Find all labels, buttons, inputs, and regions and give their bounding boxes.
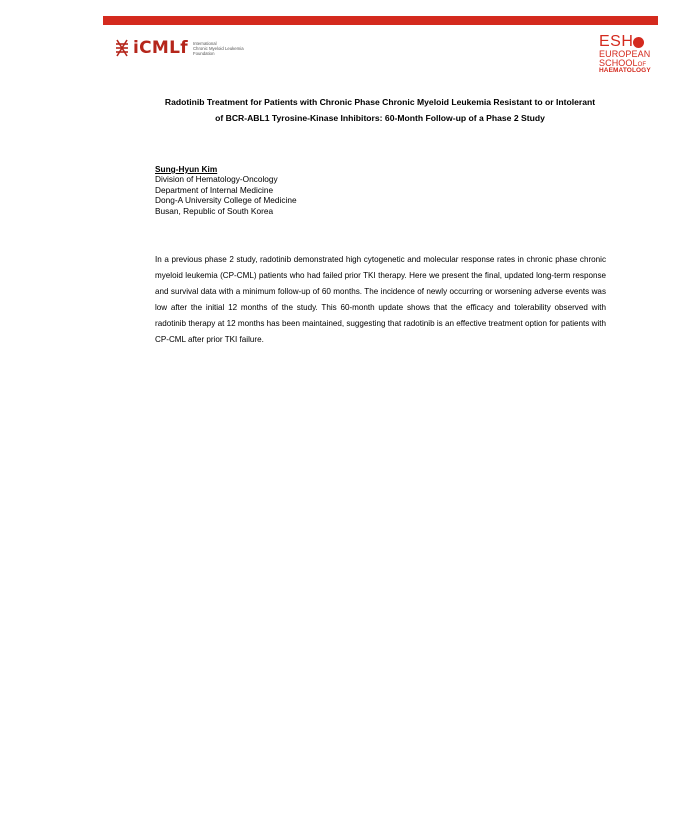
esh-european: EUROPEAN xyxy=(599,49,651,59)
header-accent-bar xyxy=(103,16,658,25)
esh-wordmark: ESH xyxy=(599,33,634,50)
icml-wordmark: iCMLf xyxy=(133,38,188,58)
icml-ribbon-icon xyxy=(114,38,130,58)
affiliation-line: Busan, Republic of South Korea xyxy=(155,205,274,216)
icml-subtitle: International Chronic Myeloid Leukemia Foundation xyxy=(192,40,244,56)
affiliation-line: Dong-A University College of Medicine xyxy=(155,195,297,206)
icml-logo xyxy=(114,37,244,59)
esh-logo xyxy=(599,34,659,76)
affiliation-line: Division of Hematology-Oncology xyxy=(155,174,278,185)
abstract-paragraph: In a previous phase 2 study, radotinib demonstrated high cytogenetic and molecular response rates in chronic phase chronic myeloid leukemia (CP-CML) patients who had failed prior TKI therapy. Here we present the final, updated long-term response and survival data with a minimum follow-up of 60 months. The incidence of newly occurring or worsening adverse events was low after the initial 12 months of the study. This 60-month update shows that the efficacy and tolerability observed with radotinib therapy at 12 months has been maintained, suggesting that radotinib is an effective treatment option for patients with CP-CML after prior TKI failure. xyxy=(155,255,606,344)
affiliation-line: Department of Internal Medicine xyxy=(155,184,274,195)
esh-haematology: HAEMATOLOGY xyxy=(599,67,651,74)
title-line-2: of BCR-ABL1 Tyrosine-Kinase Inhibitors: 60-Month Follow-up of a Phase 2 Study xyxy=(215,113,545,123)
esh-dot-icon xyxy=(633,37,644,48)
document-title xyxy=(150,94,610,126)
author-name: Sung-Hyun Kim xyxy=(155,164,218,174)
title-line-1: Radotinib Treatment for Patients with Chronic Phase Chronic Myeloid Leukemia Resistant to or Intolerant xyxy=(164,97,596,107)
esh-school: SCHOOLOF xyxy=(599,58,647,68)
author-block xyxy=(155,164,297,216)
